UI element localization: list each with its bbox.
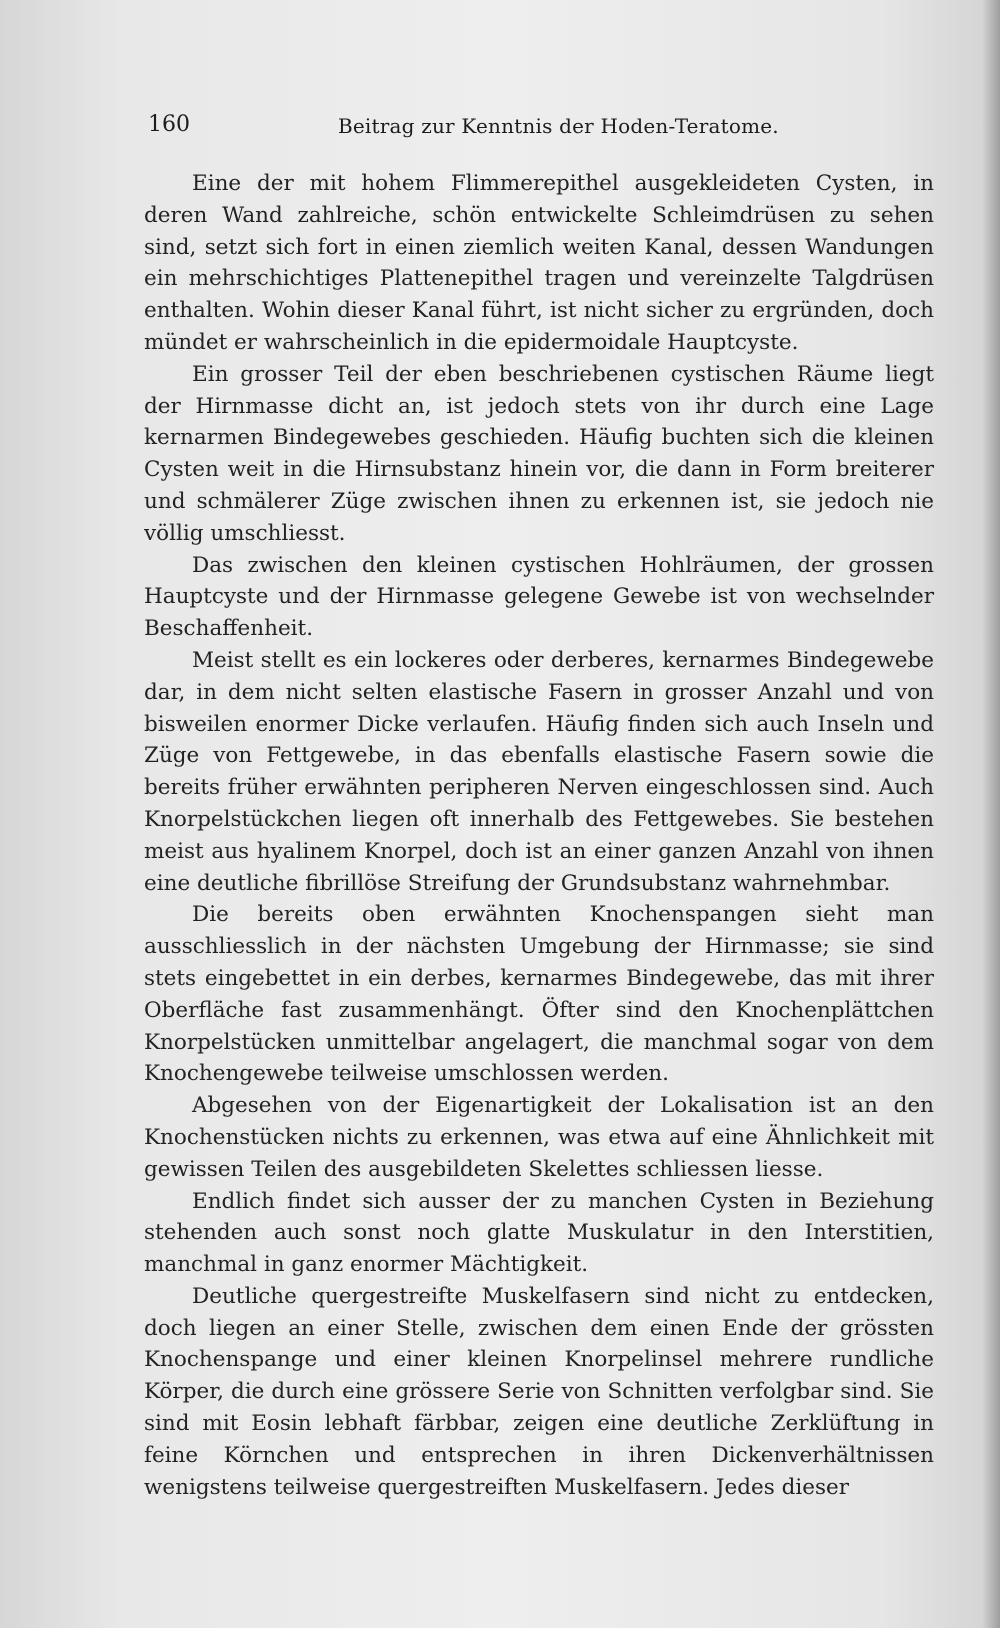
page-edge-shadow: [982, 0, 1000, 1628]
paragraph-4: Meist stellt es ein lockeres oder derberes, kernarmes Bindegewebe dar, in dem nicht selten elastische Fasern in grosser Anzahl und von bisweilen enormer Dicke verlaufen. Häufig finden sich auch Inseln und Züge von Fettgewebe, in das ebenfalls elastische Fasern sowie die bereits früher erwähnten peripheren Nerven eingeschlossen sind. Auch Knorpelstückchen liegen oft innerhalb des Fettgewebes. Sie bestehen meist aus hyalinem Knorpel, doch ist an einer ganzen Anzahl von ihnen eine deutliche fibrillöse Streifung der Grundsubstanz wahrnehmbar.: [144, 647, 934, 896]
running-head: [148, 112, 928, 144]
paragraph-3: Das zwischen den kleinen cystischen Hohlräumen, der grossen Hauptcyste und der Hirnmasse gelegene Gewebe ist von wechselnder Beschaffenheit.: [144, 552, 934, 642]
page-number: 160: [148, 112, 190, 137]
paragraph-5: Die bereits oben erwähnten Knochenspangen sieht man ausschliesslich in der nächsten Umgebung der Hirnmasse; sie sind stets eingebettet in ein derbes, kernarmes Bindegewebe, das mit ihrer Oberfläche fast zusammenhängt. Öfter sind den Knochenplättchen Knorpelstücken unmittelbar angelagert, die manchmal sogar von dem Knochengewebe teilweise umschlossen werden.: [144, 902, 934, 1087]
paragraph-2: Ein grosser Teil der eben beschriebenen cystischen Räume liegt der Hirnmasse dicht an, ist jedoch stets von ihr durch eine Lage kernarmen Bindegewebes geschieden. Häufig buchten sich die kleinen Cysten weit in die Hirnsubstanz hinein vor, die dann in Form breiterer und schmälerer Züge zwischen ihnen zu erkennen ist, sie jedoch nie völlig umschliesst.: [144, 361, 934, 546]
body-text: [144, 168, 934, 1503]
paragraph-6: Abgesehen von der Eigenartigkeit der Lokalisation ist an den Knochenstücken nichts zu erkennen, was etwa auf eine Ähnlichkeit mit gewissen Teilen des ausgebildeten Skelettes schliessen liesse.: [144, 1093, 934, 1182]
paragraph-7: Endlich findet sich ausser der zu manchen Cysten in Beziehung stehenden auch sonst noch glatte Muskulatur in den Interstitien, manchmal in ganz enormer Mächtigkeit.: [144, 1188, 934, 1278]
running-title: Beitrag zur Kenntnis der Hoden-Teratome.: [338, 114, 779, 138]
paragraph-8: Deutliche quergestreifte Muskelfasern sind nicht zu entdecken, doch liegen an einer Stelle, zwischen dem einen Ende der grössten Knochenspange und einer kleinen Knorpelinsel mehrere rundliche Körper, die durch eine grössere Serie von Schnitten verfolgbar sind. Sie sind mit Eosin lebhaft färbbar, zeigen eine deutliche Zerklüftung in feine Körnchen und entsprechen in ihren Dickenverhältnissen wenigstens teilweise quergestreiften Muskelfasern. Jedes dieser: [144, 1283, 934, 1500]
paragraph-1: Eine der mit hohem Flimmerepithel ausgekleideten Cysten, in deren Wand zahlreiche, schön entwickelte Schleimdrüsen zu sehen sind, setzt sich fort in einen ziemlich weiten Kanal, dessen Wandungen ein mehrschichtiges Plattenepithel tragen und vereinzelte Talgdrüsen enthalten. Wohin dieser Kanal führt, ist nicht sicher zu ergründen, doch mündet er wahrscheinlich in die epidermoidale Hauptcyste.: [144, 171, 934, 355]
